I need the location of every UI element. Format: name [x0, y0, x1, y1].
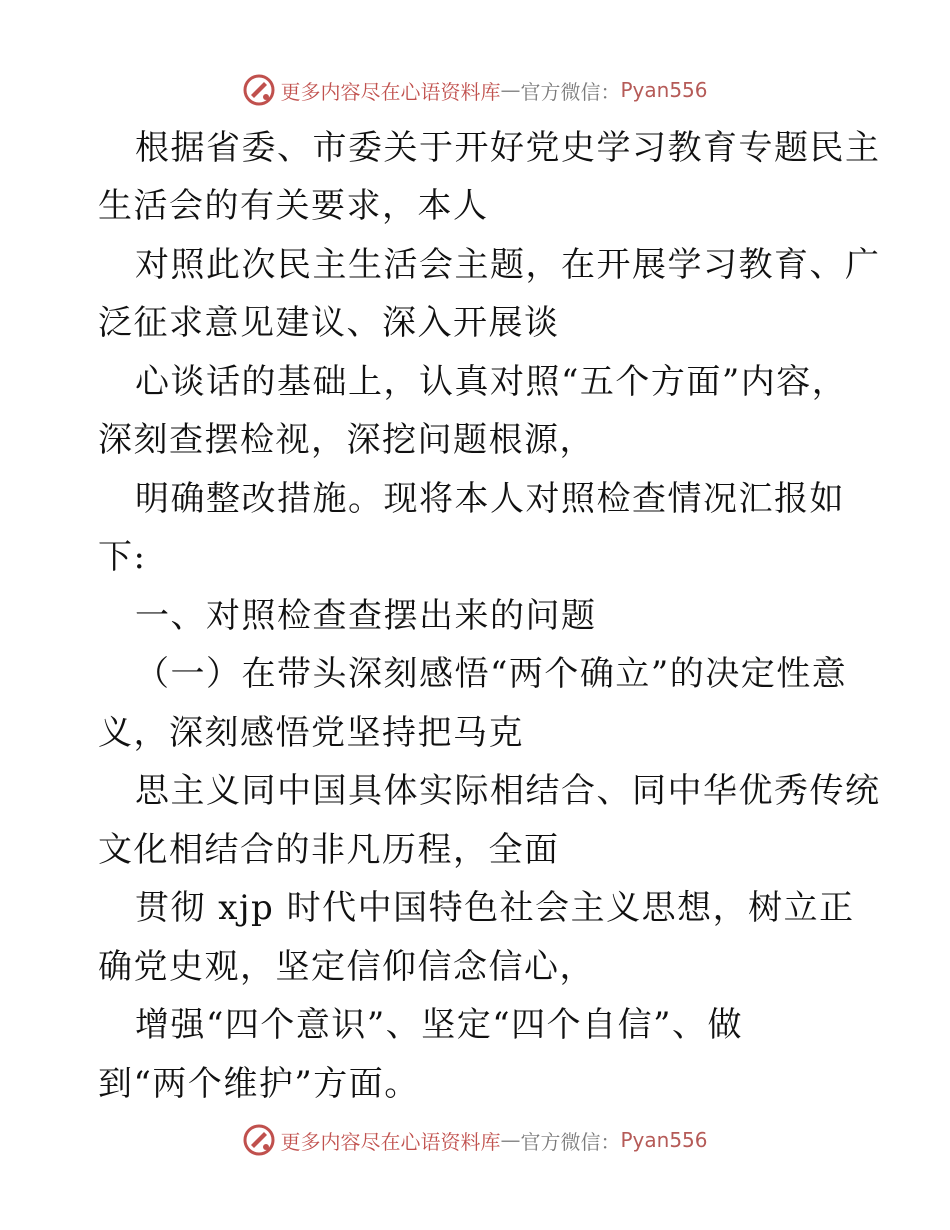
text-line: 文化相结合的非凡历程，全面	[98, 830, 560, 870]
text-line: 义，深刻感悟党坚持把马克	[98, 713, 524, 753]
section-heading: 一、对照检查查摆出来的问题	[135, 596, 597, 636]
text-line: 对照此次民主生活会主题，在开展学习教育、广	[135, 245, 881, 285]
text-line: 根据省委、市委关于开好党史学习教育专题民主	[135, 128, 881, 168]
text-line: 下:	[98, 537, 147, 577]
logo-icon	[242, 73, 276, 107]
header-watermark-banner	[0, 70, 950, 110]
text-line: 增强“四个意识”、坚定“四个自信”、做	[135, 1005, 744, 1045]
text-line: 生活会的有关要求，本人	[98, 186, 489, 226]
banner-dash: —	[500, 78, 521, 102]
banner-slogan: 更多内容尽在心语资料库	[280, 79, 501, 104]
banner-slogan: 更多内容尽在心语资料库	[280, 1129, 501, 1154]
footer-watermark-banner	[0, 1120, 950, 1160]
banner-wechat-id: Pyan556	[620, 78, 708, 102]
text-line: 确党史观，坚定信仰信念信心，	[98, 947, 595, 987]
logo-icon	[242, 1123, 276, 1157]
text-line: 泛征求意见建议、深入开展谈	[98, 303, 560, 343]
text-line: 贯彻 xjp 时代中国特色社会主义思想，树立正	[135, 888, 855, 928]
text-line: 明确整改措施。现将本人对照检查情况汇报如	[135, 479, 845, 519]
subsection-heading: （一）在带头深刻感悟“两个确立”的决定性意	[135, 654, 848, 694]
banner-dash: —	[500, 1128, 521, 1152]
text-line: 深刻查摆检视，深挖问题根源，	[98, 420, 595, 460]
text-line: 心谈话的基础上，认真对照“五个方面”内容，	[135, 362, 848, 402]
banner-wechat-label: 官方微信：	[520, 79, 621, 104]
text-line: 思主义同中国具体实际相结合、同中华优秀传统	[135, 771, 881, 811]
banner-wechat-id: Pyan556	[620, 1128, 708, 1152]
banner-wechat-label: 官方微信：	[520, 1129, 621, 1154]
text-line: 到“两个维护”方面。	[98, 1064, 420, 1104]
